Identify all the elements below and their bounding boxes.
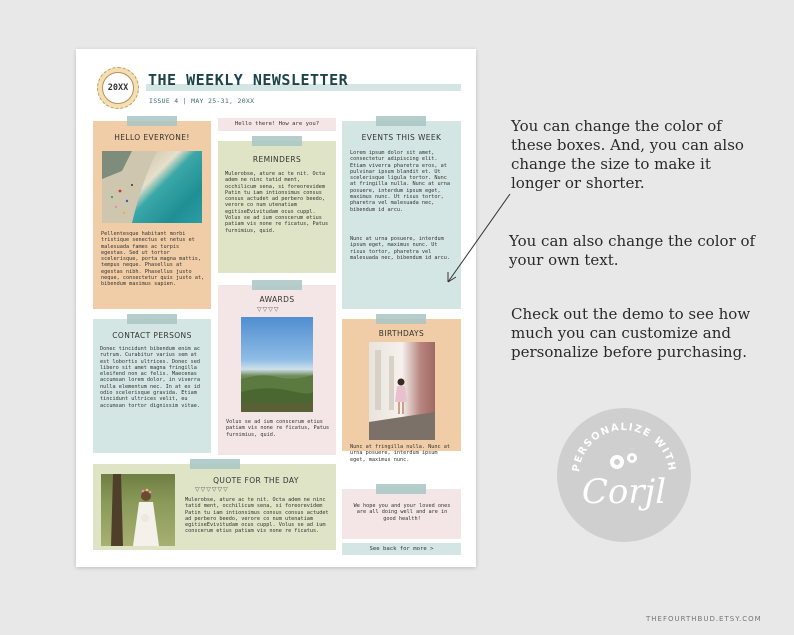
closing-box — [342, 489, 461, 539]
tape — [376, 314, 426, 324]
footer-url: THEFOURTHBUD.ETSY.COM — [646, 615, 762, 623]
tape — [252, 136, 302, 146]
see-back-bar — [342, 543, 461, 555]
contact-title: CONTACT PERSONS — [112, 331, 192, 340]
contact-box — [93, 319, 211, 453]
greeting-text: Hello there! How are you? — [234, 121, 320, 128]
gear-icon — [610, 453, 637, 469]
tape — [376, 116, 426, 126]
reminders-box — [218, 141, 336, 273]
reminders-title: REMINDERS — [252, 155, 302, 164]
see-back-text: See back for more > — [369, 545, 434, 552]
quote-title: QUOTE FOR THE DAY — [213, 476, 299, 485]
awards-text: Volus se ad ium conscerum etius patiam vis none re ficatus, Patus furnimius, quid. — [226, 419, 330, 438]
issue-line: ISSUE 4 | MAY 25-31, 20XX — [149, 97, 255, 105]
awards-box — [218, 285, 336, 455]
beach-photo — [102, 151, 202, 223]
tape — [376, 484, 426, 494]
year-badge — [97, 67, 139, 109]
quote-text: Mulerobse, ature ac te nit. Octa adem ne ninc tatid ment, occhilicum sena, si foreorevidem Patin tu iam intionsimus consus consus actudet ad perbero beedo, verore co num utenatiam egitiseEvivitudam ocus cuppl. Volus se ad ium conscerum etius patiam vis none re ficatus. — [185, 497, 329, 535]
quote-box — [93, 464, 336, 550]
greeting-bar — [218, 118, 336, 131]
svg-text:PERSONALIZE WITH — [571, 422, 677, 473]
tape — [127, 314, 177, 324]
closing-text: We hope you and your loved ones are all doing well and are in good health! — [353, 503, 451, 522]
hello-box — [93, 121, 211, 309]
events-text-2: Nunc at urna posuere, interdum ipsum eget, maximus nunc. Ut risus tortor, pharetra vel malesuada nec, bibendum id arcu. — [350, 236, 450, 261]
stamp-top-text: PERSONALIZE WITH — [570, 421, 678, 473]
events-text-1: Lorem ipsum dolor sit amet, consectetur adipiscing elit. Etiam viverra pharetra eros, at pulvinar ipsum blandit et. Ut scelerisque ligula tortor. Nunc at fringilla nulla. Nunc at urna posuere, interdum ipsum eget, maximus nunc. Ut risus tortor, pharetra vel malesuada nec, bibendum id arcu. — [350, 150, 450, 213]
side-note-3: Check out the demo to see how much you can customize and personalize before purchasing. — [511, 305, 751, 361]
hello-title: HELLO EVERYONE! — [114, 133, 190, 142]
stamp-brand: Corjl — [581, 472, 667, 512]
girl-photo — [369, 342, 435, 440]
tape — [127, 116, 177, 126]
arrow-icon — [440, 190, 515, 290]
events-title: EVENTS THIS WEEK — [361, 133, 442, 142]
awards-title: AWARDS — [259, 295, 295, 304]
corjl-stamp — [557, 408, 691, 542]
bride-photo — [101, 474, 175, 546]
newsletter-title: THE WEEKLY NEWSLETTER — [148, 71, 349, 89]
newsletter-page — [76, 49, 476, 567]
tape — [190, 459, 240, 469]
reminders-text: Mulerobse, ature ac te nit. Octa adem ne ninc tatid ment, occhilicum sena, si foreorevidem Patin tu iam intionsimus consus consus actudet ad perbero beedo, verore co num utenatiam egitiseEvivitudam ocus cuppl. Volus se ad ium conscerum etius patiam vis none re ficatus, Patus furnimius, quid. — [225, 171, 329, 234]
birthdays-title: BIRTHDAYS — [378, 329, 425, 338]
birthdays-text: Nunc at fringilla nulla. Nunc at urna posuere, interdum ipsum eget, maximus nunc. — [350, 444, 450, 463]
hello-text: Pellentesque habitant morbi tristique senectus et netus et malesuada fames ac turpis egestas. Sed ut tortor scelerisque, porta magna mattis, tempus neque. Phasellus at egestas nibh. Phasellus justo neque, consectetur quis justo at, bibendum maximus sapien. — [101, 231, 205, 288]
tape — [252, 280, 302, 290]
badge-text: 20XX — [107, 83, 129, 93]
landscape-photo — [241, 317, 313, 412]
contact-text: Donec tincidunt bibendum enim ac rutrum. Curabitur varius sem at est lobortis ultrices. Donec sed libero sit amet magna fringilla eleifend non ac felis. Maecenas accumsan lorem dolor, in viverra nulla elementum nec. In at ex id odio scelerisque gravida. Etiam tincidunt ultrices velit, eu accumsan tortor dignissim vitae. — [100, 346, 200, 409]
bunting-icon: ▽▽▽▽ — [257, 306, 280, 313]
side-note-1: You can change the color of these boxes. And, you can also change the size to make it longer or shorter. — [511, 117, 744, 192]
bunting-icon: ▽▽▽▽▽▽ — [195, 486, 229, 493]
birthdays-box — [342, 319, 461, 463]
side-note-2: You can also change the color of your own text. — [509, 232, 756, 269]
